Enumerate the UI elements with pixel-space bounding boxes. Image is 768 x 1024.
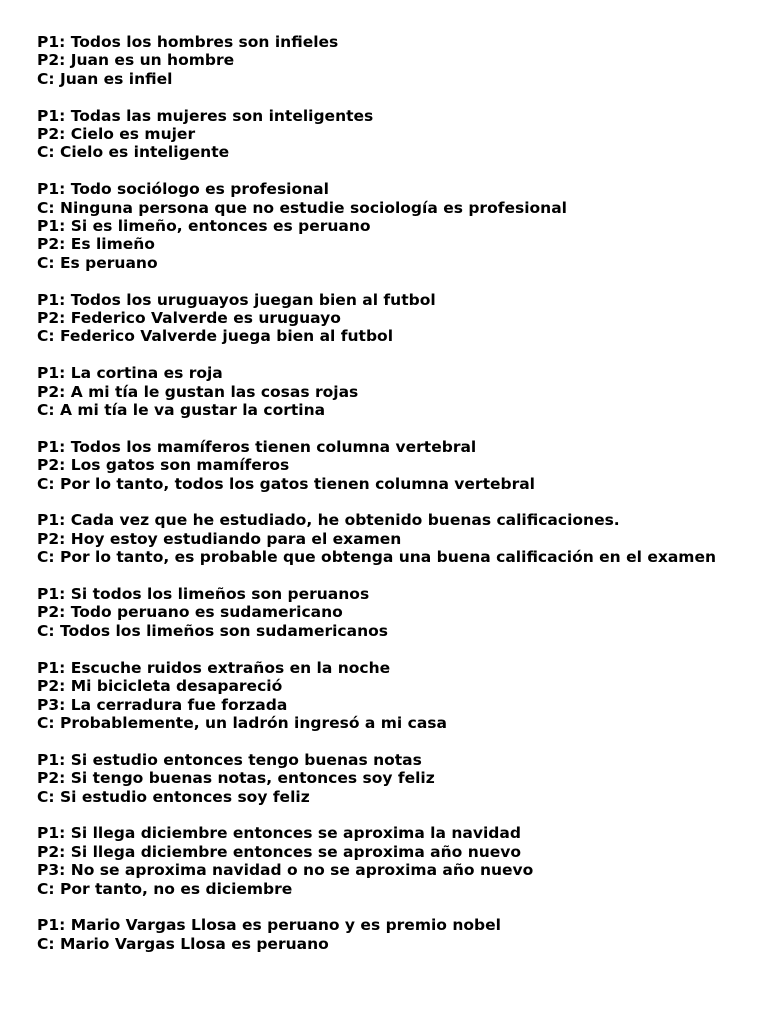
statement-line: P1: La cortina es roja bbox=[37, 364, 223, 383]
statement-line: P1: Todos los hombres son infieles bbox=[37, 33, 339, 51]
statement-line: C: A mi tía le va gustar la cortina bbox=[37, 401, 326, 420]
statement-line: P1: Si llega diciembre entonces se aproxima la navidad bbox=[37, 824, 521, 843]
argument-block bbox=[37, 438, 748, 493]
statement-line: P1: Todas las mujeres son inteligentes bbox=[37, 106, 374, 125]
statement-line: P2: Los gatos son mamíferos bbox=[37, 456, 290, 475]
statement-line: P2: Si llega diciembre entonces se aproxima año nuevo bbox=[37, 842, 522, 861]
statement-line: C: Por lo tanto, es probable que obtenga una buena calificación en el examen bbox=[37, 548, 716, 567]
statement-line: P1: Todo sociólogo es profesional bbox=[37, 180, 329, 199]
statement-line: P3: La cerradura fue forzada bbox=[37, 695, 288, 714]
statement-line: P2: Si tengo buenas notas, entonces soy feliz bbox=[37, 769, 435, 788]
statement-line: C: Probablemente, un ladrón ingresó a mi casa bbox=[37, 713, 447, 732]
statement-line: P2: A mi tía le gustan las cosas rojas bbox=[37, 382, 359, 401]
argument-block bbox=[37, 107, 748, 162]
argument-block bbox=[37, 751, 748, 806]
statement-line: C: Juan es infiel bbox=[37, 69, 173, 88]
statement-line: P1: Si todos los limeños son peruanos bbox=[37, 585, 370, 604]
argument-block bbox=[37, 585, 748, 640]
statement-line: P2: Mi bicicleta desapareció bbox=[37, 677, 283, 696]
statement-line: C: Mario Vargas Llosa es peruano bbox=[37, 934, 329, 953]
statement-line: C: Es peruano bbox=[37, 253, 158, 272]
statement-line: C: Cielo es inteligente bbox=[37, 143, 230, 162]
statement-line: P1: Mario Vargas Llosa es peruano y es premio nobel bbox=[37, 916, 501, 935]
statement-line: P1: Todos los uruguayos juegan bien al futbol bbox=[37, 290, 436, 309]
statement-line: P2: Todo peruano es sudamericano bbox=[37, 603, 343, 622]
argument-block bbox=[37, 364, 748, 419]
statement-line: C: Si estudio entonces soy feliz bbox=[37, 787, 310, 806]
statement-line: P1: Cada vez que he estudiado, he obtenido buenas calificaciones. bbox=[37, 511, 620, 530]
argument-block bbox=[37, 824, 748, 898]
statement-line: P2: Es limeño bbox=[37, 235, 155, 254]
argument-block bbox=[37, 511, 748, 566]
statement-line: P2: Cielo es mujer bbox=[37, 125, 196, 144]
statement-line: C: Por tanto, no es diciembre bbox=[37, 879, 293, 898]
statement-line: P2: Juan es un hombre bbox=[37, 51, 235, 70]
argument-block bbox=[37, 33, 748, 88]
statement-line: C: Por lo tanto, todos los gatos tienen columna vertebral bbox=[37, 474, 535, 493]
argument-block bbox=[37, 180, 748, 272]
statement-line: P2: Federico Valverde es uruguayo bbox=[37, 309, 341, 328]
argument-block bbox=[37, 291, 748, 346]
statement-line: P1: Todos los mamíferos tienen columna vertebral bbox=[37, 437, 477, 456]
statement-line: C: Ninguna persona que no estudie sociología es profesional bbox=[37, 198, 567, 217]
statement-line: P1: Si es limeño, entonces es peruano bbox=[37, 217, 371, 236]
argument-block bbox=[37, 916, 748, 953]
statement-line: P1: Escuche ruidos extraños en la noche bbox=[37, 658, 391, 677]
statement-line: P2: Hoy estoy estudiando para el examen bbox=[37, 529, 402, 548]
argument-block bbox=[37, 659, 748, 733]
statement-line: C: Federico Valverde juega bien al futbol bbox=[37, 327, 394, 346]
statement-line: P1: Si estudio entonces tengo buenas notas bbox=[37, 750, 422, 769]
statement-line: P3: No se aproxima navidad o no se aproxima año nuevo bbox=[37, 861, 534, 880]
statement-line: C: Todos los limeños son sudamericanos bbox=[37, 621, 388, 640]
